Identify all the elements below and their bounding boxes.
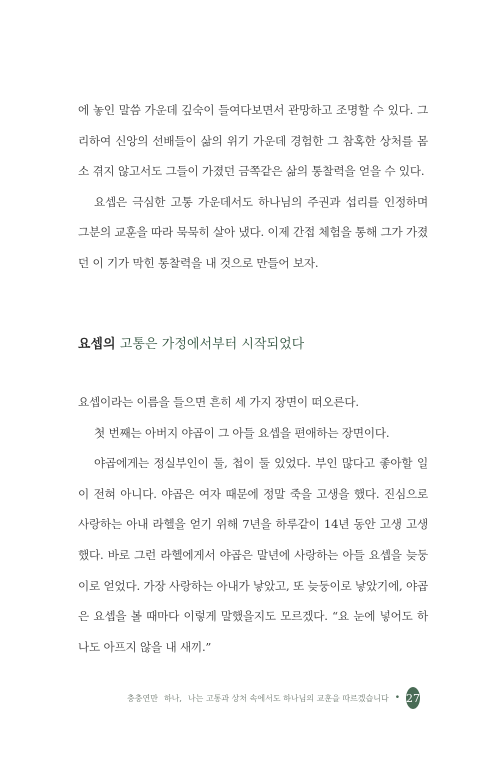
page-number-badge: 27 [406, 687, 420, 709]
running-footer [127, 686, 420, 710]
footer-book-title: 충충연만 [127, 693, 158, 703]
paragraph: 요셉은 극심한 고통 가운데서도 하나님의 주권과 섭리를 인정하며 그분의 교훈을 따라 묵묵히 살아 냈다. 이제 간접 체험을 통해 그가 가졌던 이 기가 막힌 통찰력을 내 것으로 만들어 보자. [78, 194, 428, 270]
paragraph: 에 놓인 말씀 가운데 깊숙이 들여다보면서 관망하고 조명할 수 있다. 그리하여 신앙의 선배들이 삶의 위기 가운데 경험한 그 참혹한 상처를 몸소 겪지 않고서도 그들이 가졌던 금쪽같은 삶의 통찰력을 얻을 수 있다. [78, 103, 428, 179]
paragraph: 야곱에게는 정실부인이 둘, 첩이 둘 있었다. 부인 많다고 좋아할 일이 전혀 아니다. 야곱은 여자 때문에 정말 죽을 고생을 했다. 진심으로 사랑하는 아내 라헬을 얻기 위해 7년을 하루같이 14년 동안 고생 고생했다. 바로 그런 라헬에게서 야곱은 말년에 사랑하는 아들 요셉을 늦둥이로 얻었다. 가장 사랑하는 아내가 낳았고, 또 늦둥이로 낳았기에, 야곱은 요셉을 볼 때마다 이렇게 말했을지도 모르겠다. “요 눈에 넣어도 하나도 아프지 않을 내 새끼.” [78, 456, 428, 654]
footer-chapter-subtitle: 나는 고통과 상처 속에서도 하나님의 교훈을 따르겠습니다 [187, 693, 389, 703]
paragraph: 요셉이라는 이름을 들으면 흔히 세 가지 장면이 떠오른다. [78, 395, 359, 409]
paragraph: 첫 번째는 아버지 야곱이 그 아들 요셉을 편애하는 장면이다. [94, 425, 390, 440]
footer-chapter-title: 하나, [163, 693, 182, 703]
section-heading [78, 333, 304, 352]
text-section-2 [78, 387, 428, 662]
heading-rest: 고통은 가정에서부터 시작되었다 [115, 337, 305, 352]
heading-lead: 요셉의 [78, 337, 116, 352]
footer-bullet: • [394, 693, 400, 703]
text-section-1 [78, 95, 428, 279]
